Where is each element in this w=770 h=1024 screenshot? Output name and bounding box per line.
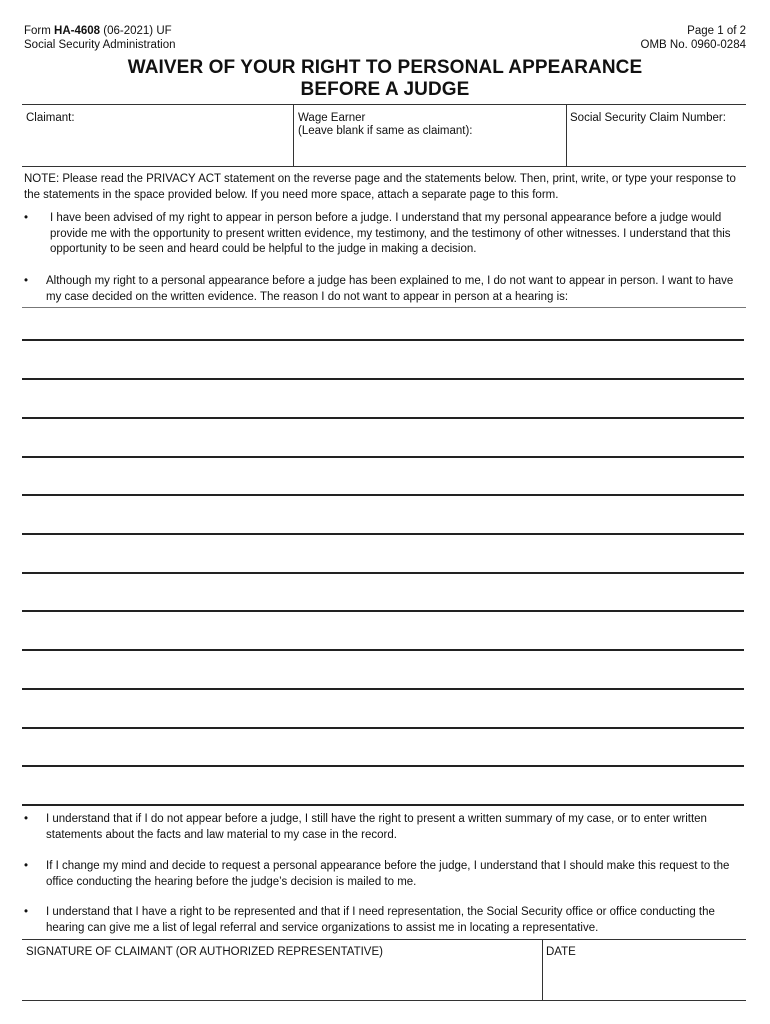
bullet-advised-text: I have been advised of my right to appear in person before a judge. I understand that my personal appearance before a judge would provide me with the opportunity to present written evidence, my testimony, and the testimony of other witnesses. I understand that this opportunity to be seen and heard could be helpful to the judge in making a decision.	[50, 212, 731, 255]
date-field[interactable]	[543, 940, 746, 1000]
bullet-advised	[24, 211, 746, 259]
reason-writing-area[interactable]	[22, 308, 746, 805]
date-label: DATE	[546, 946, 576, 958]
wage-earner-field[interactable]	[294, 105, 566, 166]
bullet-symbol: •	[24, 813, 29, 825]
bullet-waiver-text: Although my right to a personal appearance before a judge has been explained to me, I do not want to appear in person. I want to have my case decided on the written evidence. The reason I do not want to appear in person at a hearing is:	[46, 275, 734, 303]
claimant-label: Claimant:	[26, 112, 75, 124]
bullet-symbol: •	[24, 860, 29, 872]
page-number: Page 1 of 2	[687, 25, 746, 37]
form-header-right	[641, 24, 746, 52]
bullet-representation	[24, 905, 746, 937]
agency-name: Social Security Administration	[24, 39, 176, 51]
writing-line	[22, 417, 744, 419]
bullet-symbol: •	[24, 212, 29, 224]
wage-earner-label: Wage Earner	[298, 112, 366, 124]
form-id: HA-4608	[54, 25, 101, 37]
bullet-change-mind	[24, 859, 746, 891]
bullet-change-mind-text: If I change my mind and decide to request a personal appearance before the judge, I understand that I should make this request to the office conducting the hearing before the judge’s decision is mailed to me.	[46, 860, 730, 888]
claimant-field[interactable]	[22, 105, 293, 166]
writing-line	[22, 765, 744, 767]
form-number: Form HA-4608 (06-2021) UF	[24, 25, 172, 37]
privacy-note: NOTE: Please read the PRIVACY ACT statement on the reverse page and the statements below. Then, print, write, or type your response to the statements in the space provided below. If you need more space, attach a separate page to this form.	[24, 173, 736, 201]
signature-label: SIGNATURE OF CLAIMANT (OR AUTHORIZED REPRESENTATIVE)	[26, 946, 383, 958]
writing-line	[22, 339, 744, 341]
bullet-representation-text: I understand that I have a right to be represented and that if I need representation, the Social Security office or office conducting the hearing can give me a list of legal referral and service organizations to assist me in locating a representative.	[46, 906, 715, 934]
bullet-waiver	[24, 274, 746, 306]
writing-line	[22, 610, 744, 612]
form-title	[0, 57, 770, 101]
bullet-symbol: •	[24, 906, 29, 918]
form-title-line2: BEFORE A JUDGE	[300, 79, 470, 100]
writing-line	[22, 649, 744, 651]
writing-line	[22, 727, 744, 729]
form-title-line1: WAIVER OF YOUR RIGHT TO PERSONAL APPEARANCE	[127, 57, 643, 78]
writing-line	[22, 494, 744, 496]
signature-bottom-rule	[22, 1000, 746, 1001]
omb-number: OMB No. 0960-0284	[640, 39, 746, 51]
writing-line	[22, 456, 744, 458]
claim-number-field[interactable]	[567, 105, 746, 166]
claim-number-label: Social Security Claim Number:	[570, 112, 726, 124]
bullet-written-summary	[24, 812, 746, 844]
writing-line	[22, 688, 744, 690]
writing-line	[22, 378, 744, 380]
bullet-written-summary-text: I understand that if I do not appear before a judge, I still have the right to present a written summary of my case, or to enter written statements about the facts and law material to my case in the record.	[46, 813, 707, 841]
writing-line	[22, 572, 744, 574]
wage-earner-hint: (Leave blank if same as claimant):	[298, 125, 473, 137]
writing-area-top-rule	[22, 307, 746, 308]
form-header-left	[24, 24, 175, 52]
table-bottom-rule	[22, 166, 746, 167]
writing-line	[22, 533, 744, 535]
signature-field[interactable]	[22, 940, 542, 1000]
bullet-symbol: •	[24, 275, 29, 287]
writing-line	[22, 804, 744, 806]
